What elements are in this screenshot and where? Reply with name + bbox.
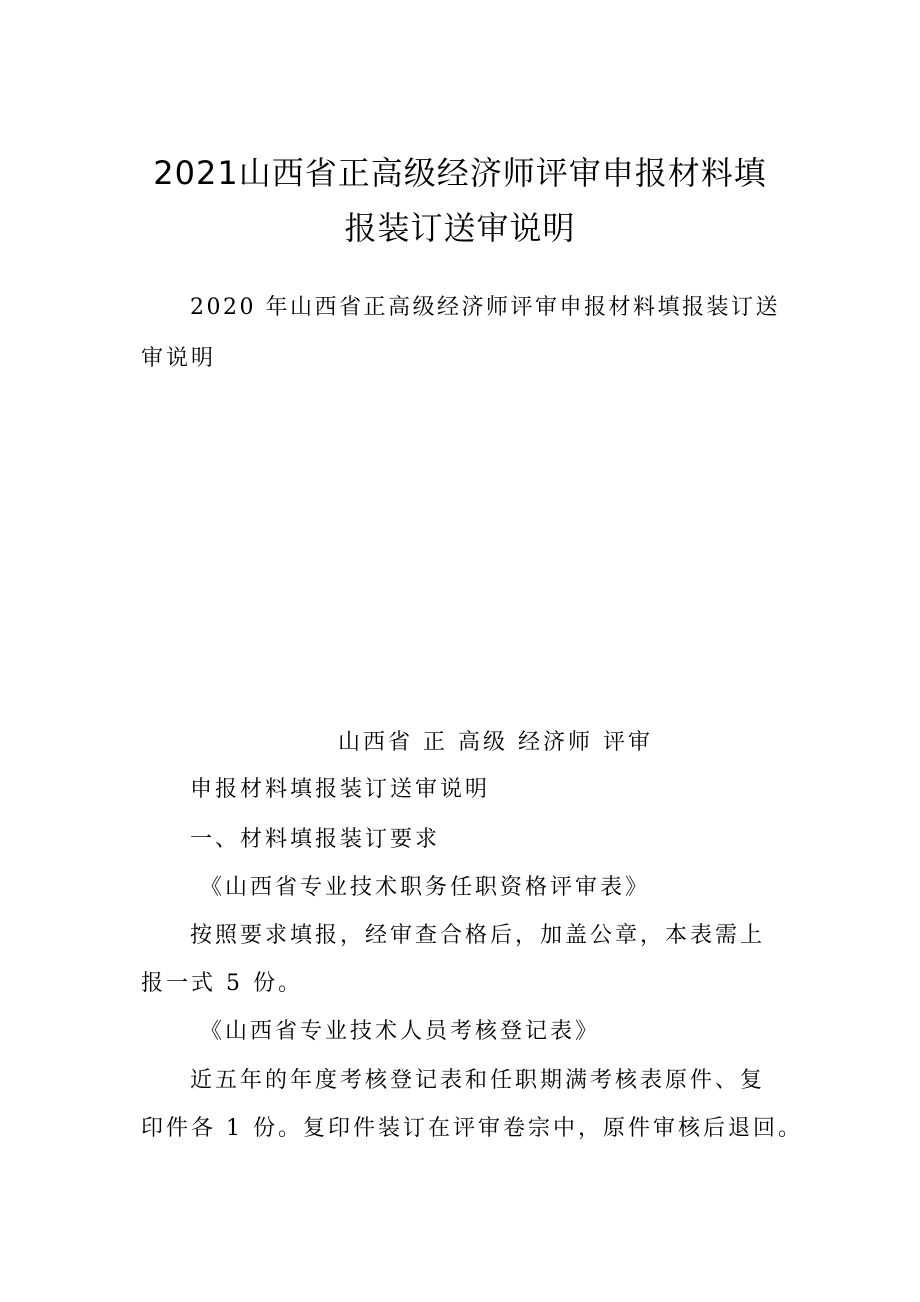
paragraph-1-line-2: 报一式 5 份。: [141, 971, 303, 996]
heading-materials-requirements: 一、材料填报装订要求: [190, 827, 441, 852]
subtitle-line-2: 审说明: [141, 346, 217, 371]
paragraph-2-line-1: 近五年的年度考核登记表和任职期满考核表原件、复: [190, 1068, 766, 1093]
form-name-review-table: 《山西省专业技术职务任职资格评审表》: [200, 875, 651, 900]
section-subtitle: 申报材料填报装订送审说明: [190, 777, 491, 802]
section-title: 山西省 正 高级 经济师 评审: [338, 730, 653, 755]
subtitle-line-1: 2020 年山西省正高级经济师评审申报材料填报装订送: [190, 295, 780, 320]
document-title-line-2: 报装订送审说明: [344, 209, 576, 247]
document-title-line-1: 2021山西省正高级经济师评审申报材料填: [153, 154, 767, 192]
paragraph-2-line-2: 印件各 1 份。复印件装订在评审卷宗中，原件审核后退回。: [141, 1116, 803, 1141]
paragraph-1-line-1: 按照要求填报，经审查合格后，加盖公章，本表需上: [190, 923, 766, 948]
form-name-assessment-register: 《山西省专业技术人员考核登记表》: [200, 1019, 601, 1044]
